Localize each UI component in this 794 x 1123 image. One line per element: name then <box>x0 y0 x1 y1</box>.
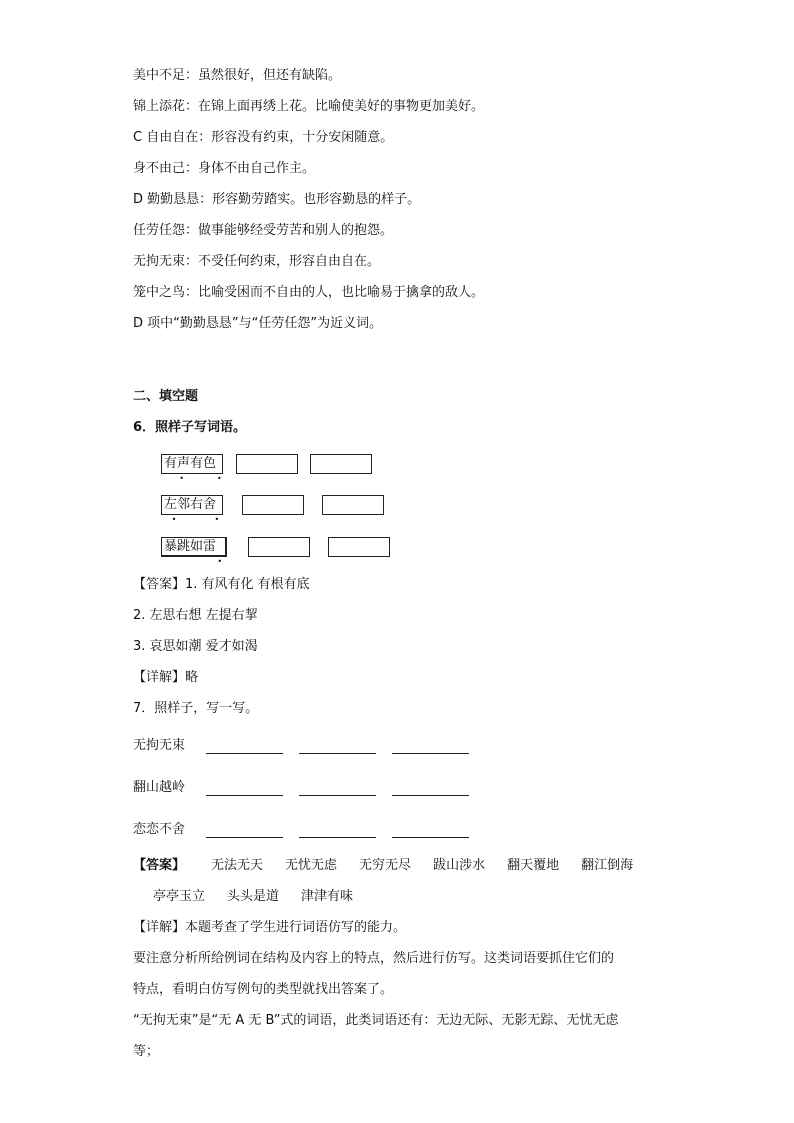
answer-label: 【答案】 <box>133 577 186 592</box>
paragraph-line: 等； <box>133 1044 160 1059</box>
emphasis-dots: • <box>164 557 223 566</box>
example-word: 左邻右舍 <box>164 497 217 512</box>
blank-line[interactable] <box>206 837 283 838</box>
answer-label: 【答案】 <box>133 858 186 873</box>
example-word: 无拘无束 <box>133 738 186 753</box>
example-word-box <box>161 495 223 524</box>
fill-row <box>133 737 473 757</box>
fill-row <box>133 779 473 799</box>
definition-line: 笼中之鸟：比喻受困而不自由的人，也比喻易于擒拿的敌人。 <box>133 285 485 300</box>
question-7-title: 7．照样子，写一写。 <box>133 701 259 716</box>
definition-line: 锦上添花：在锦上面再绣上花。比喻使美好的事物更加美好。 <box>133 99 485 114</box>
blank-line[interactable] <box>392 795 469 796</box>
blank-line[interactable] <box>392 753 469 754</box>
paragraph-line: 要注意分析所给例词在结构及内容上的特点，然后进行仿写。这类词语要抓住它们的 <box>133 951 615 966</box>
definition-line: 任劳任怨：做事能够经受劳苦和别人的抱怨。 <box>133 223 394 238</box>
answer-word: 无穷无尽 <box>359 858 412 873</box>
answer-box[interactable] <box>248 537 310 557</box>
answer-word: 亭亭玉立 <box>153 889 206 904</box>
emphasis-dots: • • <box>164 474 222 483</box>
example-word: 有声有色 <box>164 456 217 471</box>
answer-line: 2. 左思右想 左提右挈 <box>133 608 258 623</box>
definition-line: D 勤勤恳恳：形容勤劳踏实。也形容勤恳的样子。 <box>133 192 421 207</box>
answer-word: 无法无天 <box>211 858 264 873</box>
blank-line[interactable] <box>299 753 376 754</box>
example-word: 恋恋不舍 <box>133 822 186 837</box>
answer-word: 津津有味 <box>301 889 354 904</box>
answer-box[interactable] <box>242 495 304 515</box>
answer-word: 翻天覆地 <box>507 858 560 873</box>
example-word: 翻山越岭 <box>133 780 186 795</box>
answer-box[interactable] <box>310 454 372 474</box>
answer-box[interactable] <box>236 454 298 474</box>
definition-line: C 自由自在：形容没有约束，十分安闲随意。 <box>133 130 394 145</box>
detail-line: 【详解】略 <box>133 670 199 685</box>
answer-box[interactable] <box>328 537 390 557</box>
answer-word: 翻江倒海 <box>581 858 634 873</box>
section-title: 二、填空题 <box>133 389 199 404</box>
answer-box[interactable] <box>322 495 384 515</box>
blank-line[interactable] <box>392 837 469 838</box>
answer-word: 无忧无虑 <box>285 858 338 873</box>
example-word-box <box>161 537 227 566</box>
answer-line <box>133 857 633 875</box>
answer-line <box>133 576 310 594</box>
paragraph-line: 特点，看明白仿写例句的类型就找出答案了。 <box>133 982 394 997</box>
conclusion-line: D 项中“勤勤恳恳”与“任劳任怨”为近义词。 <box>133 316 383 331</box>
blank-line[interactable] <box>206 795 283 796</box>
answer-line <box>153 888 375 906</box>
answer-word: 跋山涉水 <box>433 858 486 873</box>
answer-line: 3. 哀思如潮 爱才如渴 <box>133 639 258 654</box>
example-word-box <box>161 454 223 483</box>
fill-row <box>133 821 473 841</box>
answer-text: 1. 有风有化 有根有底 <box>185 577 310 592</box>
blank-line[interactable] <box>299 837 376 838</box>
answer-word: 头头是道 <box>227 889 280 904</box>
question-6-title: 6．照样子写词语。 <box>133 420 247 435</box>
blank-line[interactable] <box>206 753 283 754</box>
paragraph-line: “无拘无束”是“无 A 无 B”式的词语，此类词语还有：无边无际、无影无踪、无忧无虑 <box>133 1013 619 1028</box>
definition-line: 身不由己：身体不由自己作主。 <box>133 161 316 176</box>
definition-line: 美中不足：虽然很好，但还有缺陷。 <box>133 68 342 83</box>
detail-line: 【详解】本题考查了学生进行词语仿写的能力。 <box>133 920 407 935</box>
blank-line[interactable] <box>299 795 376 796</box>
example-word: 暴跳如雷 <box>164 539 217 554</box>
emphasis-dots: • • <box>164 515 220 524</box>
definition-line: 无拘无束：不受任何约束，形容自由自在。 <box>133 254 381 269</box>
